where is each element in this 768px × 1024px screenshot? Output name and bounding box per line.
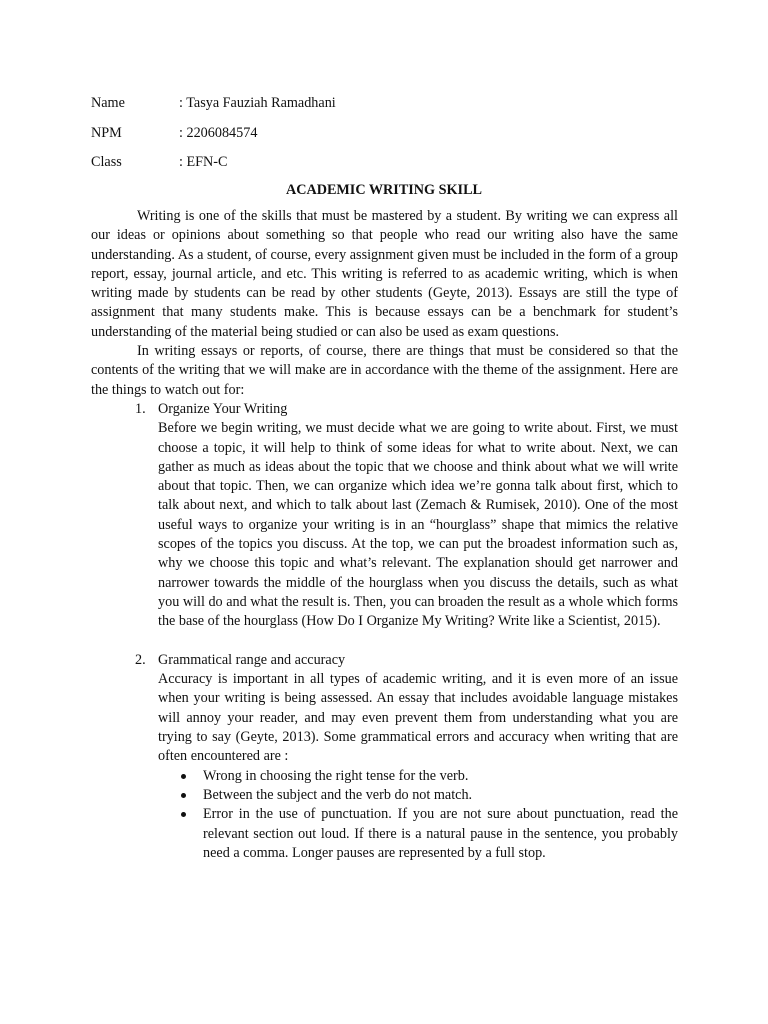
name-value: : Tasya Fauziah Ramadhani <box>179 95 336 111</box>
bullet-list <box>158 767 678 863</box>
list-spacer <box>91 632 678 651</box>
bullet-icon <box>181 793 186 798</box>
bullet-item <box>158 786 678 805</box>
paragraph-intro: Writing is one of the skills that must be mastered by a student. By writing we can express all our ideas or opinions about something so that people who read our writing also have the same understanding. As a student, of course, every assignment given must be included in the form of a group report, essay, journal article, and etc. This writing is referred to as academic writing, which is when writing made by students can be read by other students (Geyte, 2013). Essays are still the type of assignment that many students make. This is because essays can be a benchmark for student’s understanding of the material being studied or can also be used as exam questions. <box>91 208 678 340</box>
name-label: Name <box>91 95 125 111</box>
list-item-text: Before we begin writing, we must decide what we are going to write about. First, we must choose a topic, it will help to think of some ideas for what to write about. Next, we can gather as much as ideas about the topic that we choose and think about what we will write about that topic. Then, we can organize which idea we’re gonna talk about first, which to talk about next, and which to talk about last (Zemach & Rumisek, 2010). One of the most useful ways to organize your writing is in an “hourglass” shape that mimics the relative scopes of the topics you discuss. At the top, we can put the broadest information such as, why we choose this topic and what’s relevant. The explanation should get narrower and narrower towards the middle of the hourglass when you discuss the details, such as what you will do and what the result is. Then, you can broaden the result as a whole which forms the base of the hourglass (How Do I Organize My Writing? Write like a Scientist, 2015). <box>158 420 678 630</box>
bullet-text: Wrong in choosing the right tense for the verb. <box>203 767 469 784</box>
class-label: Class <box>91 154 122 170</box>
bullet-item <box>158 805 678 863</box>
list-item-organize <box>91 400 678 632</box>
numbered-list <box>91 400 678 863</box>
bullet-item <box>158 767 678 786</box>
list-number: 2. <box>135 651 146 668</box>
list-item-heading: Grammatical range and accuracy <box>158 651 346 668</box>
list-item-text: Accuracy is important in all types of academic writing, and it is even more of an issue when your writing is being assessed. An essay that includes avoidable language mistakes will annoy your reader, and may even prevent them from understanding what you are trying to say (Geyte, 2013). Some grammatical errors and accuracy when writing that are often encountered are : <box>158 671 678 765</box>
class-value: : EFN-C <box>179 154 228 170</box>
bullet-icon <box>181 812 186 817</box>
list-number: 1. <box>135 400 146 417</box>
bullet-icon <box>181 774 186 779</box>
npm-label: NPM <box>91 125 122 141</box>
document-title: ACADEMIC WRITING SKILL <box>285 182 483 198</box>
paragraph-considerations: In writing essays or reports, of course, there are things that must be considered so that the contents of the writing that we will make are in accordance with the theme of the assignment. Here are the things to watch out for: <box>91 343 678 398</box>
bullet-text: Between the subject and the verb do not match. <box>203 786 473 803</box>
document-body <box>91 207 678 863</box>
list-item-grammar <box>91 651 678 863</box>
list-item-heading: Organize Your Writing <box>158 400 288 417</box>
npm-value: : 2206084574 <box>179 125 258 141</box>
bullet-text: Error in the use of punctuation. If you are not sure about punctuation, read the relevant section out loud. If there is a natural pause in the sentence, you probably need a comma. Longer pauses are represented by a full stop. <box>203 806 678 861</box>
